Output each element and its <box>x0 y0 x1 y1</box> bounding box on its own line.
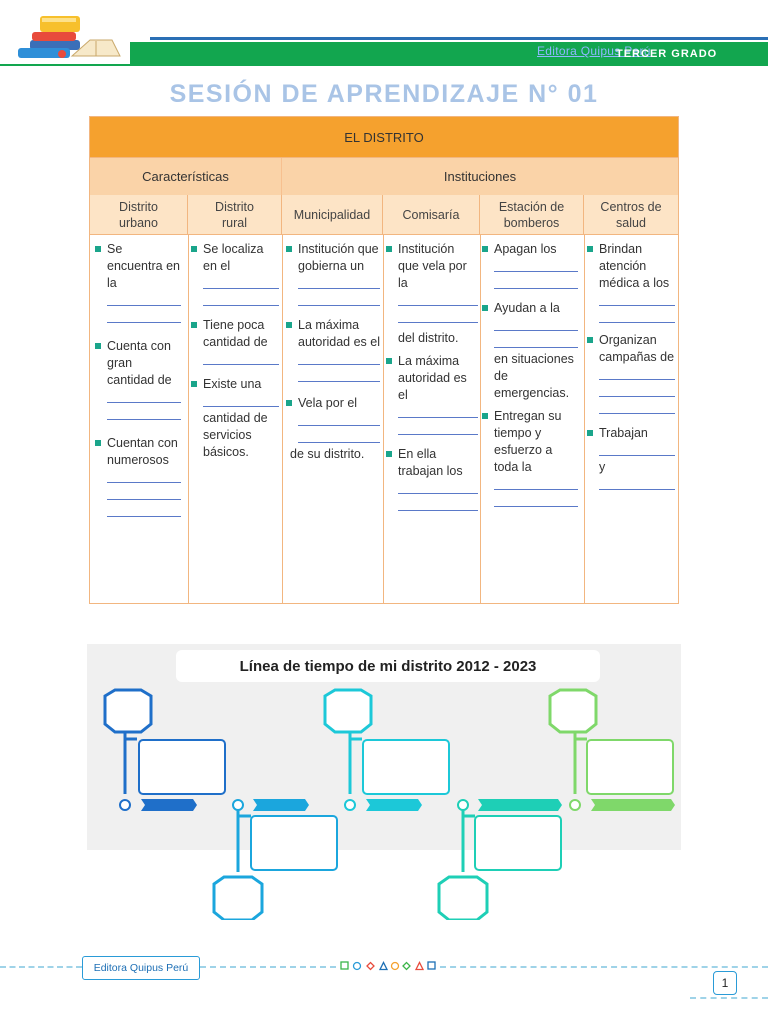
bullet-icon <box>386 358 392 364</box>
bullet-icon <box>482 246 488 252</box>
list-item: Apagan los <box>482 241 578 292</box>
cell-distrito-rural <box>191 241 279 461</box>
timeline-node-4 <box>439 800 561 920</box>
grade-label: TERCER GRADO <box>616 48 718 60</box>
col-header-comisaria: Comisaría <box>383 195 480 234</box>
blank-line[interactable] <box>298 275 380 292</box>
list-item: Entregan su tiempo y esfuerzo a toda la <box>482 408 578 510</box>
bullet-icon <box>386 246 392 252</box>
bullet-icon <box>386 451 392 457</box>
timeline-node-3 <box>325 690 449 810</box>
list-item: Brindan atención médica a los <box>587 241 675 326</box>
blank-line[interactable] <box>599 476 675 493</box>
list-item: Se localiza en el <box>191 241 279 309</box>
timeline-diagram <box>87 644 681 920</box>
timeline-node-1 <box>105 690 225 810</box>
cell-comisaria <box>386 241 478 514</box>
footer-dashed-line <box>0 966 82 968</box>
bullet-icon <box>587 430 593 436</box>
col-header-bomberos: Estación de bomberos <box>480 195 584 234</box>
blank-line[interactable] <box>107 389 181 406</box>
cell-text: de su distrito. <box>290 447 365 461</box>
col-header-distrito-urbano: Distrito urbano <box>90 195 188 234</box>
blank-line[interactable] <box>203 351 279 368</box>
footer-publisher-badge: Editora Quipus Perú <box>82 956 200 980</box>
bullet-icon <box>95 440 101 446</box>
list-item: Organizan campañas de <box>587 332 675 417</box>
blank-line[interactable] <box>398 309 478 326</box>
list-item: Institución que vela por la <box>386 241 478 326</box>
cell-municipalidad <box>286 241 380 463</box>
col-header-distrito-rural: Distrito rural <box>188 195 282 234</box>
col-header-municipalidad: Municipalidad <box>282 195 383 234</box>
timeline-title: Línea de tiempo de mi distrito 2012 - 2023 <box>176 650 600 682</box>
blank-line[interactable] <box>599 309 675 326</box>
bullet-icon <box>95 343 101 349</box>
blank-line[interactable] <box>599 442 675 459</box>
blank-line[interactable] <box>107 503 181 520</box>
blank-line[interactable] <box>599 366 675 383</box>
footer-dashed-line <box>690 997 768 999</box>
blank-line[interactable] <box>298 368 380 385</box>
blank-line[interactable] <box>107 292 181 309</box>
bullet-icon <box>286 400 292 406</box>
timeline-node-2 <box>214 800 337 920</box>
list-item: Existe una cantidad de servicios básicos. <box>191 376 279 461</box>
page-number: 1 <box>713 971 737 995</box>
list-item: Vela por el <box>286 395 380 446</box>
blank-line[interactable] <box>298 292 380 309</box>
list-item: Trabajan y <box>587 425 675 493</box>
blank-line[interactable] <box>298 351 380 368</box>
blank-line[interactable] <box>599 383 675 400</box>
group-instituciones: Instituciones <box>282 157 678 195</box>
timeline-node-5 <box>550 690 673 810</box>
list-item: Cuenta con gran cantidad de <box>95 338 181 423</box>
blank-line[interactable] <box>599 400 675 417</box>
bullet-icon <box>191 322 197 328</box>
blank-line[interactable] <box>494 275 578 292</box>
list-item: Institución que gobierna un <box>286 241 380 309</box>
timeline-graphic <box>87 644 681 920</box>
cell-distrito-urbano <box>95 241 181 520</box>
group-caracteristicas: Características <box>90 157 282 195</box>
blank-line[interactable] <box>494 493 578 510</box>
bullet-icon <box>482 305 488 311</box>
blank-line[interactable] <box>494 334 578 351</box>
blank-line[interactable] <box>107 486 181 503</box>
list-item: Cuentan con numerosos <box>95 435 181 520</box>
cell-salud <box>587 241 675 493</box>
blank-line[interactable] <box>298 429 380 446</box>
blank-line[interactable] <box>203 393 279 410</box>
blank-line[interactable] <box>494 476 578 493</box>
blank-line[interactable] <box>203 292 279 309</box>
blank-line[interactable] <box>203 275 279 292</box>
bullet-icon <box>286 246 292 252</box>
bullet-icon <box>587 246 593 252</box>
blank-line[interactable] <box>107 469 181 486</box>
bullet-icon <box>191 246 197 252</box>
publisher-link[interactable]: Editora Quipus Perú <box>537 44 651 58</box>
bullet-icon <box>482 413 488 419</box>
blank-line[interactable] <box>107 309 181 326</box>
list-item: Tiene poca cantidad de <box>191 317 279 368</box>
bullet-icon <box>95 246 101 252</box>
list-item: En ella trabajan los <box>386 446 478 514</box>
footer-shapes-icon <box>340 961 436 971</box>
blank-line[interactable] <box>107 406 181 423</box>
blank-line[interactable] <box>494 258 578 275</box>
blank-line[interactable] <box>298 412 380 429</box>
header-top-line <box>150 37 768 40</box>
page-title: SESIÓN DE APRENDIZAJE N° 01 <box>169 80 599 108</box>
bullet-icon <box>191 381 197 387</box>
list-item: Se encuentra en la <box>95 241 181 326</box>
footer-dashed-line <box>200 966 336 968</box>
blank-line[interactable] <box>398 480 478 497</box>
list-item: La máxima autoridad es el <box>386 353 478 438</box>
cell-bomberos <box>482 241 578 510</box>
footer-dashed-line <box>440 966 768 968</box>
blank-line[interactable] <box>599 292 675 309</box>
blank-line[interactable] <box>398 404 478 421</box>
timeline-arrows <box>141 799 675 811</box>
district-table <box>89 116 679 604</box>
bullet-icon <box>587 337 593 343</box>
list-item: Ayudan a la en situaciones de emergencias. <box>482 300 578 402</box>
blank-line[interactable] <box>494 317 578 334</box>
bullet-icon <box>286 322 292 328</box>
blank-line[interactable] <box>398 421 478 438</box>
cell-text: del distrito. <box>398 331 459 345</box>
table-heading: EL DISTRITO <box>90 117 678 157</box>
blank-line[interactable] <box>398 292 478 309</box>
blank-line[interactable] <box>398 497 478 514</box>
list-item: La máxima autoridad es el <box>286 317 380 385</box>
col-header-salud: Centros de salud <box>584 195 678 234</box>
